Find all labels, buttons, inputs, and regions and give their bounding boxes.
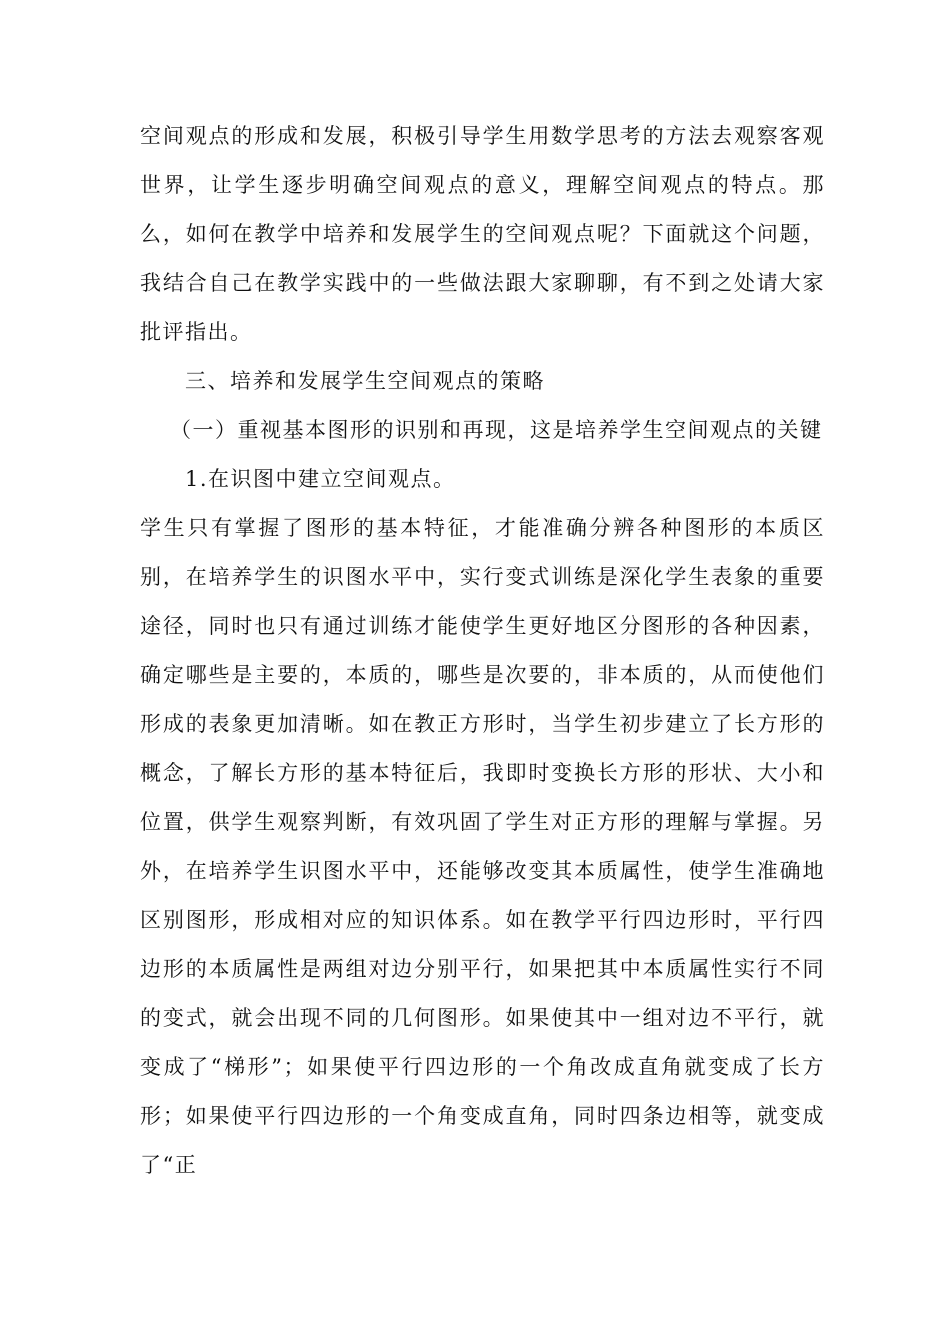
document-body — [140, 112, 825, 1190]
section-heading: 三、培养和发展学生空间观点的策略 — [185, 369, 545, 393]
paragraph-continuation: 空间观点的形成和发展，积极引导学生用数学思考的方法去观察客观世界，让学生逐步明确空间观点的意义，理解空间观点的特点。那么，如何在教学中培养和发展学生的空间观点呢？下面就这个问题，我结合自己在教学实践中的一些做法跟大家聊聊，有不到之处请大家批评指出。 — [140, 124, 825, 344]
numbered-item: 1.在识图中建立空间观点。 — [185, 467, 456, 491]
subsection-heading: （一）重视基本图形的识别和再现，这是培养学生空间观点的关键 — [170, 418, 823, 442]
body-paragraph: 学生只有掌握了图形的基本特征，才能准确分辨各种图形的本质区别，在培养学生的识图水平中，实行变式训练是深化学生表象的重要途径，同时也只有通过训练才能使学生更好地区分图形的各种因素，确定哪些是主要的，本质的，哪些是次要的，非本质的，从而使他们形成的表象更加清晰。如在教正方形时，当学生初步建立了长方形的概念，了解长方形的基本特征后，我即时变换长方形的形状、大小和位置，供学生观察判断，有效巩固了学生对正方形的理解与掌握。另外，在培养学生识图水平中，还能够改变其本质属性，使学生准确地区别图形，形成相对应的知识体系。如在教学平行四边形时，平行四边形的本质属性是两组对边分别平行，如果把其中本质属性实行不同的变式，就会出现不同的几何图形。如果使其中一组对边不平行，就变成了“梯形”；如果使平行四边形的一个角改成直角就变成了长方形；如果使平行四边形的一个角变成直角，同时四条边相等，就变成了“正 — [140, 516, 825, 1177]
